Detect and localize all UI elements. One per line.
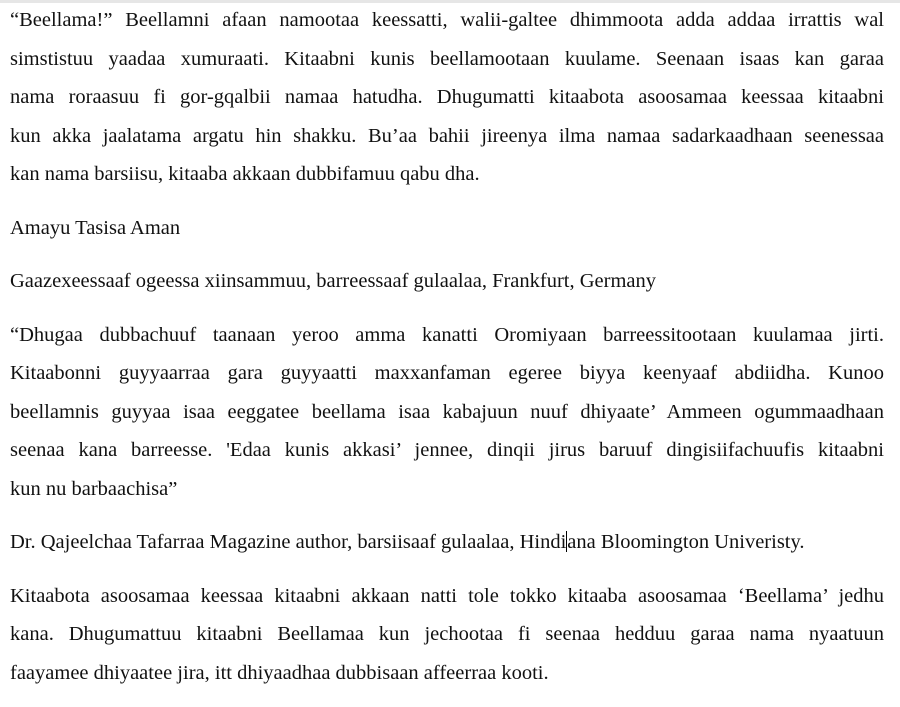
paragraph-review-intro <box>10 1 884 194</box>
text-line <box>10 523 884 562</box>
text-line: faayamee dhiyaatee jira, itt dhiyaadhaa dubbisaan affeerraa kooti. <box>10 661 549 684</box>
document-body[interactable] <box>10 1 884 707</box>
text-line: nama roraasuu fi gor-gqalbii namaa hatudha. Dhugumatti kitaabota asoosamaa keessaa kitaabni <box>10 86 884 108</box>
text-line: simstistuu yaadaa xumuraati. Kitaabni kunis beellamootaan kuulame. Seenaan isaas kan garaa <box>10 47 884 70</box>
text-line: Kitaabonni guyyaarraa gara guyyaatti maxxanfaman egeree biyya keenyaaf abdiidha. Kunoo <box>10 362 884 384</box>
text-line: kana. Dhugumattuu kitaabni Beellamaa kun jechootaa fi seenaa hedduu garaa nama nyaatuun <box>10 623 884 645</box>
text-line: Amayu Tasisa Aman <box>10 216 181 239</box>
text-before-cursor: Dr. Qajeelchaa Tafarraa Magazine author, barsiisaaf gulaalaa, Hindi <box>10 531 567 553</box>
text-after-cursor: ana Bloomington Univeristy. <box>567 531 805 553</box>
text-line: Kitaabota asoosamaa keessaa kitaabni akkaan natti tole tokko kitaaba asoosamaa ‘Beellama’ jedhu <box>10 584 884 607</box>
reviewer-name <box>10 209 884 248</box>
text-line: kun nu barbaachisa” <box>10 477 178 500</box>
text-line: Gaazexeessaaf ogeessa xiinsammuu, barreessaaf gulaalaa, Frankfurt, Germany <box>10 270 657 292</box>
quote-attribution <box>10 523 884 562</box>
text-line: kan nama barsiisu, kitaaba akkaan dubbifamuu qabu dha. <box>10 163 480 185</box>
text-line: seenaa kana barreesse. 'Edaa kunis akkasi’ jennee, dinqii jirus baruuf dingisiifachuufis kitaabni <box>10 439 884 461</box>
text-line: kun akka jaalatama argatu hin shakku. Bu’aa bahii jireenya ilma namaa sadarkaadhaan seenessaa <box>10 124 884 147</box>
text-line: beellamnis guyyaa isaa eeggatee beellama isaa kabajuun nuuf dhiyaate’ Ammeen ogummaadhaan <box>10 400 884 423</box>
paragraph-quote <box>10 316 884 509</box>
text-line: “Beellama!” Beellamni afaan namootaa keessatti, walii-galtee dhimmoota adda addaa irrattis wal <box>10 9 884 31</box>
reviewer-title <box>10 262 884 301</box>
text-line: “Dhugaa dubbachuuf taanaan yeroo amma kanatti Oromiyaan barreessitootaan kuulamaa jirti. <box>10 323 884 346</box>
paragraph-closing <box>10 577 884 693</box>
